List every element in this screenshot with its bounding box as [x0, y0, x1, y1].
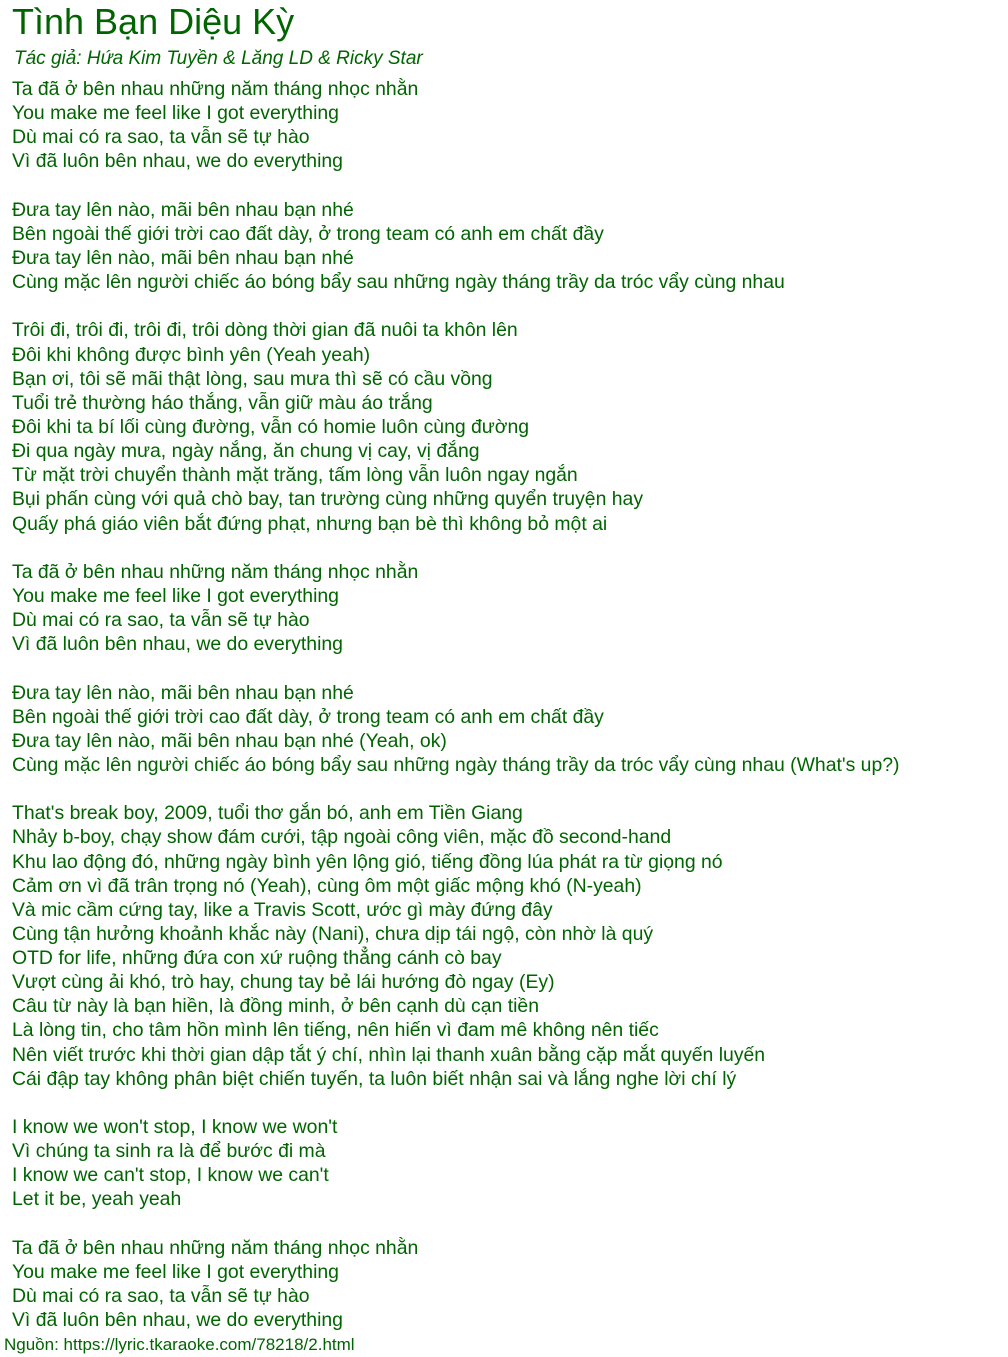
lyric-line: Vì đã luôn bên nhau, we do everything — [12, 633, 343, 656]
lyrics-body — [12, 77, 899, 1332]
lyric-line: Nên viết trước khi thời gian dập tắt ý chí, nhìn lại thanh xuân bằng cặp mắt quyến luyến — [12, 1043, 766, 1066]
stanza-break — [12, 1091, 899, 1115]
lyric-line: Ta đã ở bên nhau những năm tháng nhọc nhằn — [12, 1236, 419, 1259]
lyric-line: That's break boy, 2009, tuổi thơ gắn bó, anh em Tiền Giang — [12, 802, 523, 825]
stanza-break — [12, 1212, 899, 1236]
song-title: Tình Bạn Diệu Kỳ — [12, 1, 295, 42]
source-credit: Nguồn: https://lyric.tkaraoke.com/78218/2.html — [4, 1335, 355, 1354]
lyric-line: Bên ngoài thế giới trời cao đất dày, ở trong team có anh em chất đầy — [12, 705, 604, 728]
lyric-line: Cảm ơn vì đã trân trọng nó (Yeah), cùng ôm một giấc mộng khó (N-yeah) — [12, 874, 642, 897]
lyric-line: Vượt cùng ải khó, trò hay, chung tay bẻ lái hướng đò ngay (Ey) — [12, 971, 555, 994]
lyric-line: Khu lao động đó, những ngày bình yên lộng gió, tiếng đồng lúa phát ra từ giọng nó — [12, 850, 723, 873]
lyric-line: Từ mặt trời chuyển thành mặt trăng, tấm lòng vẫn luôn ngay ngắn — [12, 464, 578, 487]
lyric-line: Dù mai có ra sao, ta vẫn sẽ tự hào — [12, 126, 310, 149]
lyric-line: Đưa tay lên nào, mãi bên nhau bạn nhé (Yeah, ok) — [12, 729, 447, 752]
stanza-break — [12, 777, 899, 801]
stanza-break — [12, 656, 899, 680]
lyric-line: Quấy phá giáo viên bắt đứng phạt, nhưng bạn bè thì không bỏ một ai — [12, 512, 608, 535]
lyric-line: Dù mai có ra sao, ta vẫn sẽ tự hào — [12, 1285, 310, 1308]
stanza-break — [12, 174, 899, 198]
lyric-line: Và mic cầm cứng tay, like a Travis Scott, ước gì mày đứng đây — [12, 898, 553, 921]
lyric-line: Let it be, yeah yeah — [12, 1188, 182, 1211]
stanza-break — [12, 294, 899, 318]
lyric-line: You make me feel like I got everything — [12, 1260, 339, 1283]
lyric-line: Trôi đi, trôi đi, trôi đi, trôi dòng thời gian đã nuôi ta khôn lên — [12, 319, 518, 342]
lyric-line: Vì đã luôn bên nhau, we do everything — [12, 1309, 343, 1332]
lyric-line: Bên ngoài thế giới trời cao đất dày, ở trong team có anh em chất đầy — [12, 222, 604, 245]
lyric-line: Bụi phấn cùng với quả chò bay, tan trường cùng những quyển truyện hay — [12, 488, 644, 511]
lyric-line: Đưa tay lên nào, mãi bên nhau bạn nhé — [12, 198, 354, 221]
lyric-line: Tuổi trẻ thường háo thắng, vẫn giữ màu áo trắng — [12, 391, 433, 414]
lyric-line: Câu từ này là bạn hiền, là đồng minh, ở bên cạnh dù cạn tiền — [12, 995, 539, 1018]
lyric-line: Dù mai có ra sao, ta vẫn sẽ tự hào — [12, 609, 310, 632]
lyric-line: I know we won't stop, I know we won't — [12, 1116, 338, 1139]
lyric-line: Cùng tận hưởng khoảnh khắc này (Nani), chưa dịp tái ngộ, còn nhờ là quý — [12, 922, 654, 945]
lyric-line: You make me feel like I got everything — [12, 584, 339, 607]
lyric-line: Ta đã ở bên nhau những năm tháng nhọc nhằn — [12, 78, 419, 100]
song-author: Tác giả: Hứa Kim Tuyền & Lăng LD & Ricky Star — [14, 48, 423, 69]
lyric-line: Cùng mặc lên người chiếc áo bóng bẩy sau những ngày tháng trầy da tróc vẩy cùng nhau — [12, 271, 785, 294]
lyric-line: Đưa tay lên nào, mãi bên nhau bạn nhé — [12, 681, 354, 704]
lyric-line: Ta đã ở bên nhau những năm tháng nhọc nhằn — [12, 560, 419, 583]
lyric-line: Đi qua ngày mưa, ngày nắng, ăn chung vị cay, vị đắng — [12, 440, 480, 463]
lyric-line: Vì chúng ta sinh ra là để bước đi mà — [12, 1140, 326, 1163]
lyric-line: Đưa tay lên nào, mãi bên nhau bạn nhé — [12, 246, 354, 269]
stanza-break — [12, 536, 899, 560]
lyric-line: Vì đã luôn bên nhau, we do everything — [12, 150, 343, 173]
lyric-line: Đôi khi không được bình yên (Yeah yeah) — [12, 343, 371, 366]
lyric-line: OTD for life, những đứa con xứ ruộng thẳng cánh cò bay — [12, 947, 502, 970]
lyric-line: You make me feel like I got everything — [12, 102, 339, 125]
lyric-line: Là lòng tin, cho tâm hồn mình lên tiếng, nên hiến vì đam mê không nên tiếc — [12, 1019, 659, 1042]
lyric-line: Nhảy b-boy, chạy show đám cưới, tập ngoài công viên, mặc đồ second-hand — [12, 826, 672, 849]
lyric-line: I know we can't stop, I know we can't — [12, 1164, 329, 1187]
lyric-line: Đôi khi ta bí lối cùng đường, vẫn có homie luôn cùng đường — [12, 415, 530, 438]
lyric-line: Cùng mặc lên người chiếc áo bóng bẩy sau những ngày tháng trầy da tróc vẩy cùng nhau (What's up?) — [12, 753, 900, 776]
lyric-line: Cái đập tay không phân biệt chiến tuyến, ta luôn biết nhận sai và lắng nghe lời chí lý — [12, 1067, 737, 1090]
lyric-line: Bạn ơi, tôi sẽ mãi thật lòng, sau mưa thì sẽ có cầu vồng — [12, 367, 493, 390]
